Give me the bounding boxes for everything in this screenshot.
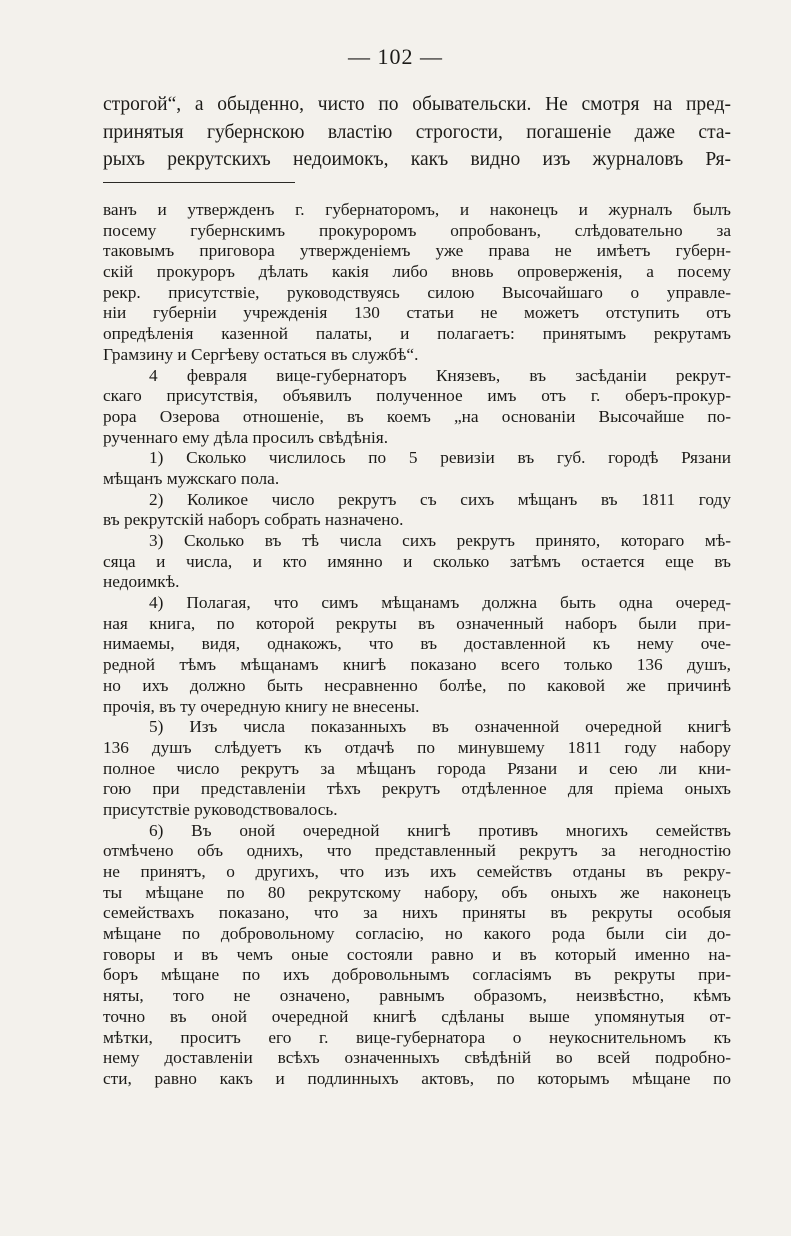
footnote-line: но ихъ должно быть несравненно болѣе, по каковой же причинѣ [103, 675, 731, 695]
footnote-line: въ рекрутскій наборъ собрать назначено. [103, 510, 404, 530]
footnote-line: точно въ оной очередной книгѣ сдѣланы выше упомянутыя от- [103, 1006, 731, 1026]
footnote-line: таковымъ приговора утвержденіемъ уже права не имѣетъ губерн- [103, 241, 731, 261]
footnote-line: гою при представленіи тѣхъ рекрутъ отдѣленное для пріема оныхъ [103, 779, 731, 799]
footnote-text [103, 200, 731, 1090]
footnote-line: рора Озерова отношеніе, въ коемъ „на основаніи Высочайше по- [103, 406, 731, 426]
footnote-line: 4) Полагая, что симъ мѣщанамъ должна быть одна очеред- [149, 593, 731, 613]
footnote-line: мѣтки, проситъ его г. вице-губернатора о неукоснительномъ къ [103, 1027, 731, 1047]
page-number: — 102 — [348, 44, 443, 69]
footnote-line: нему доставленіи всѣхъ означенныхъ свѣдѣній во всей подробно- [103, 1048, 731, 1068]
footnote-line: 1) Сколько числилось по 5 ревизіи въ губ. городѣ Рязани [149, 448, 731, 468]
footnote-line: 136 душъ слѣдуетъ къ отдачѣ по минувшему 1811 году набору [103, 737, 731, 757]
footnote-line: нимаемы, видя, однакожъ, что въ доставленной къ нему оче- [103, 634, 731, 654]
main-text [103, 91, 731, 174]
footnote-line: полное число рекрутъ за мѣщанъ города Рязани и сею ли кни- [103, 758, 731, 778]
footnote-line: мѣщане по добровольному согласію, но какого рода были сіи до- [103, 924, 731, 944]
footnote-line: 2) Коликое число рекрутъ съ сихъ мѣщанъ въ 1811 году [149, 489, 731, 509]
footnote-line: недоимкѣ. [103, 572, 180, 592]
main-text-line: строгой“, а обыденно, чисто по обывательски. Не смотря на пред- [103, 94, 731, 115]
footnote-line: 3) Сколько въ тѣ числа сихъ рекрутъ принято, котораго мѣ- [149, 531, 731, 550]
footnote-line: говоры и въ чемъ оные состояли равно и въ который именно на- [103, 944, 731, 964]
footnote-line: ная книга, по которой рекруты въ означенный наборъ были при- [103, 613, 731, 633]
footnote-line: мѣщанъ мужскаго пола. [103, 468, 280, 488]
footnote-line: ты мѣщане по 80 рекрутскому набору, объ оныхъ же наконецъ [103, 882, 731, 902]
footnote-line: 4 февраля вице-губернаторъ Князевъ, въ засѣданіи рекрут- [149, 365, 731, 385]
footnote-line: 5) Изъ числа показанныхъ въ означенной очередной книгѣ [149, 717, 731, 737]
footnote-line: Грамзину и Сергѣеву остаться въ службѣ“. [103, 344, 419, 364]
footnote-line: посему губернскимъ прокуроромъ опробованъ, слѣдовательно за [103, 220, 731, 240]
footnote-line: няты, того не означено, равнымъ образомъ, неизвѣстно, кѣмъ [103, 986, 731, 1006]
footnote-line: сяца и числа, и кто имянно и сколько затѣмъ остается еще въ [103, 551, 731, 571]
footnote-line: ніи губерніи учрежденія 130 статьи не можетъ отступить отъ [103, 303, 731, 323]
footnote-line: скій прокуроръ дѣлать какія либо вновь опроверженія, а посему [103, 262, 731, 282]
footnote-line: редной тѣмъ мѣщанамъ книгѣ показано всего только 136 душъ, [103, 655, 731, 675]
main-text-line: принятыя губернскою властію строгости, погашеніе даже ста- [103, 121, 731, 143]
main-text-line: рыхъ рекрутскихъ недоимокъ, какъ видно изъ журналовъ Ря- [103, 149, 731, 170]
footnote-line: прочія, въ ту очередную книгу не внесены. [103, 696, 420, 716]
footnote-line: 6) Въ оной очередной книгѣ противъ многихъ семействъ [149, 820, 731, 840]
footnote-line: боръ мѣщане по ихъ добровольнымъ согласіямъ въ рекруты при- [103, 965, 731, 985]
footnote-line: сти, равно какъ и подлинныхъ актовъ, по которымъ мѣщане по [103, 1068, 731, 1088]
footnote-line: семействахъ показано, что за нихъ приняты въ рекруты особыя [103, 903, 731, 923]
footnote-line: рекр. присутствіе, руководствуясь силою Высочайшаго о управле- [103, 282, 731, 302]
footnote-line: присутствіе руководствовалось. [103, 799, 338, 819]
footnote-separator [103, 182, 295, 183]
footnote-line: скаго присутствія, объявилъ полученное имъ отъ г. оберъ-прокур- [103, 386, 731, 406]
footnote-line: отмѣчено объ однихъ, что представленный рекрутъ за негодностію [103, 841, 731, 861]
footnote-line: рученнаго ему дѣла просилъ свѣдѣнія. [103, 427, 389, 447]
footnote-line: опредѣленія казенной палаты, и полагаетъ: принятымъ рекрутамъ [103, 324, 731, 344]
footnote-line: не принятъ, о другихъ, что изъ ихъ семействъ отданы въ рекру- [103, 862, 731, 881]
footnote-line: ванъ и утвержденъ г. губернаторомъ, и наконецъ и журналъ былъ [103, 200, 731, 219]
